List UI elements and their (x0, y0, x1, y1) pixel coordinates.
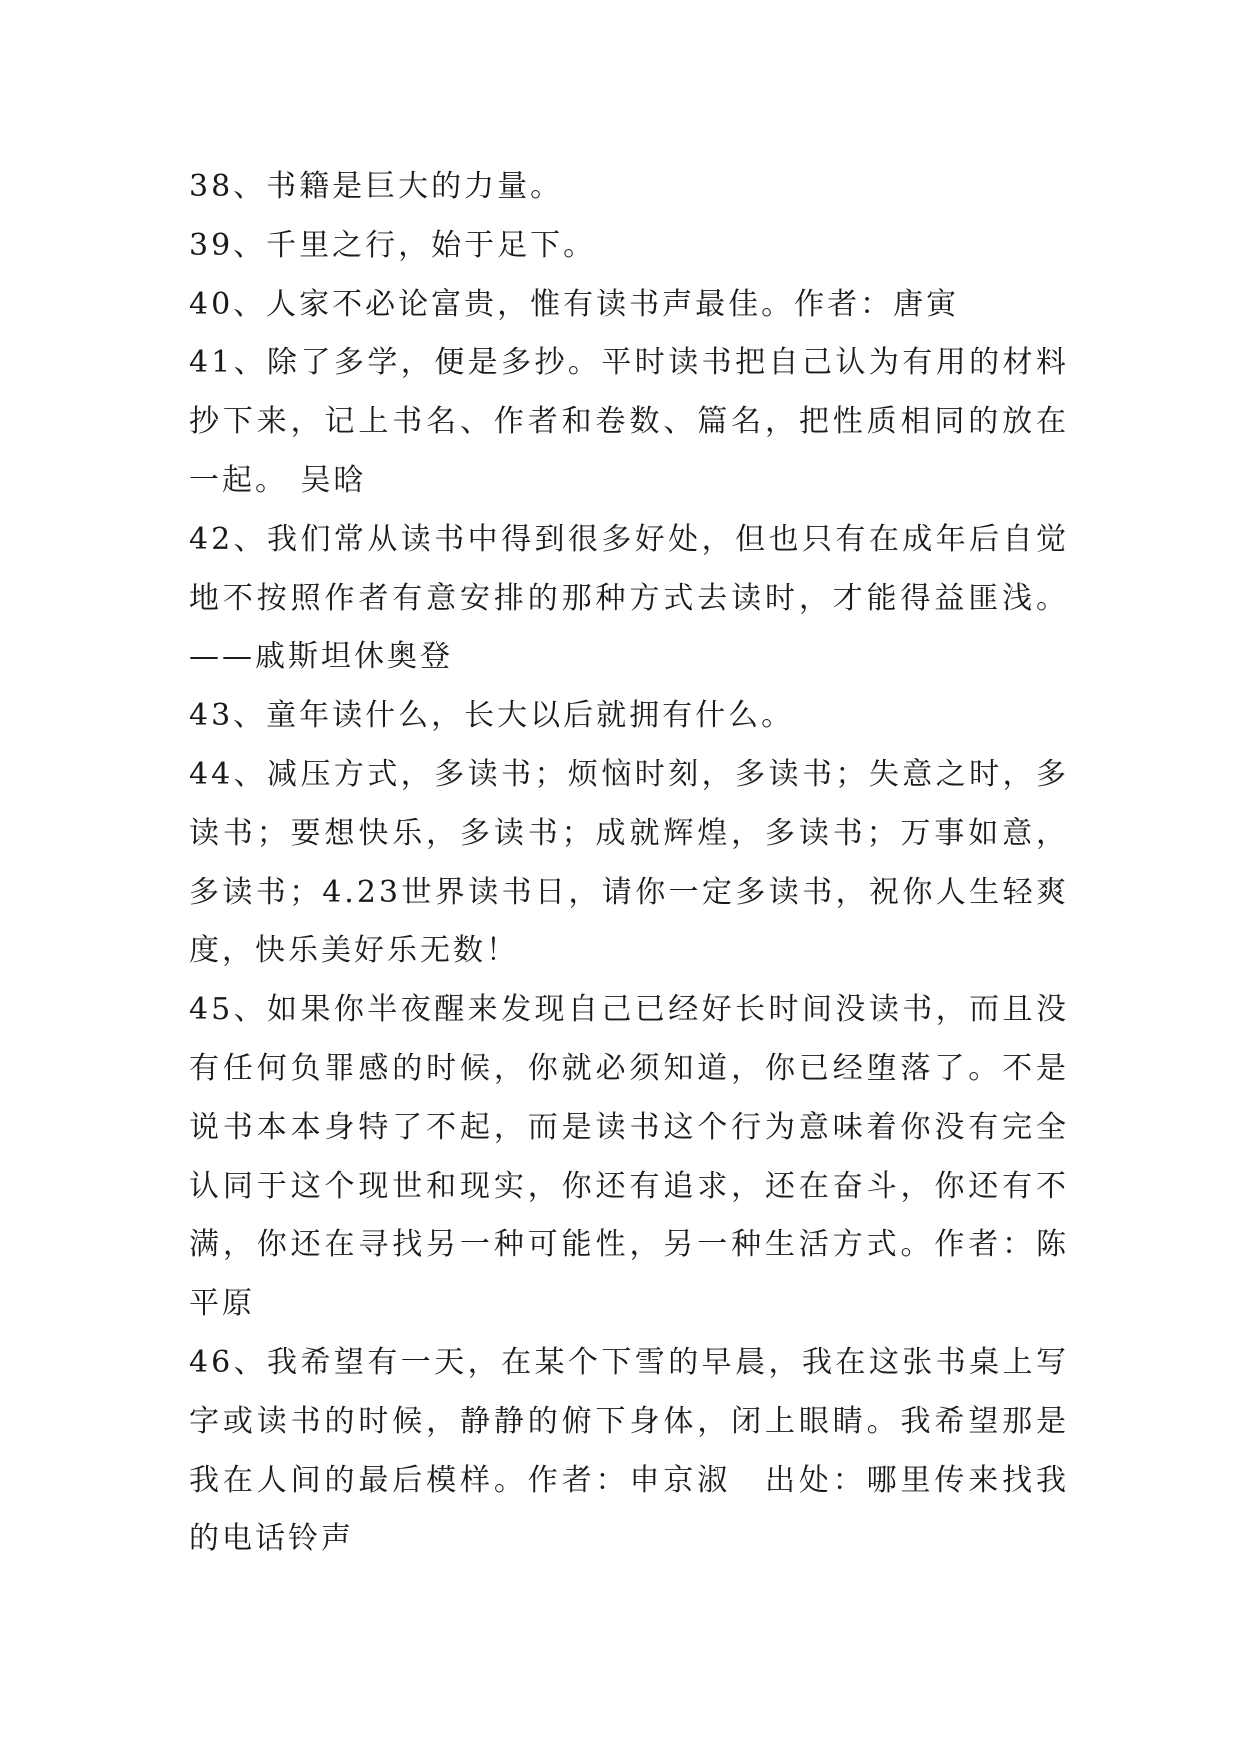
text-line: 度，快乐美好乐无数！ (189, 933, 519, 969)
text-line: 45、如果你半夜醒来发现自己已经好长时间没读书，而且没 (189, 992, 1069, 1028)
text-line: 46、我希望有一天，在某个下雪的早晨，我在这张书桌上写 (189, 1344, 1069, 1380)
text-line: 地不按照作者有意安排的那种方式去读时，才能得益匪浅。 (189, 580, 1069, 616)
text-line: 38、书籍是巨大的力量。 (189, 169, 564, 204)
text-line: 一起。 吴晗 (189, 462, 367, 498)
text-line: 多读书；4.23世界读书日，请你一定多读书，祝你人生轻爽 (189, 874, 1069, 910)
text-line: 40、人家不必论富贵，惟有读书声最佳。作者：唐寅 (189, 286, 960, 322)
text-line: 说书本本身特了不起，而是读书这个行为意味着你没有完全 (189, 1109, 1069, 1145)
text-line: 字或读书的时候，静静的俯下身体，闭上眼睛。我希望那是 (189, 1403, 1069, 1439)
text-line: 平原 (189, 1286, 255, 1322)
text-line: 认同于这个现世和现实，你还有追求，还在奋斗，你还有不 (189, 1168, 1069, 1204)
quote-text-body (189, 158, 1069, 1569)
text-line: 43、童年读什么，长大以后就拥有什么。 (189, 698, 795, 734)
text-line: 有任何负罪感的时候，你就必须知道，你已经堕落了。不是 (189, 1050, 1069, 1086)
text-line: 我在人间的最后模样。作者：申京淑 出处：哪里传来找我 (189, 1462, 1069, 1498)
text-line: 的电话铃声 (189, 1521, 354, 1557)
text-line: 读书；要想快乐，多读书；成就辉煌，多读书；万事如意， (189, 815, 1069, 851)
text-line: 抄下来，记上书名、作者和卷数、篇名，把性质相同的放在 (189, 404, 1069, 440)
text-line: 41、除了多学，便是多抄。平时读书把自己认为有用的材料 (189, 345, 1069, 381)
text-line: 42、我们常从读书中得到很多好处，但也只有在成年后自觉 (189, 521, 1069, 557)
text-line: 满，你还在寻找另一种可能性，另一种生活方式。作者：陈 (189, 1227, 1069, 1263)
text-line: 44、减压方式，多读书；烦恼时刻，多读书；失意之时，多 (189, 756, 1069, 792)
text-line: 39、千里之行，始于足下。 (189, 227, 597, 263)
text-line: ——戚斯坦休奥登 (189, 639, 453, 675)
